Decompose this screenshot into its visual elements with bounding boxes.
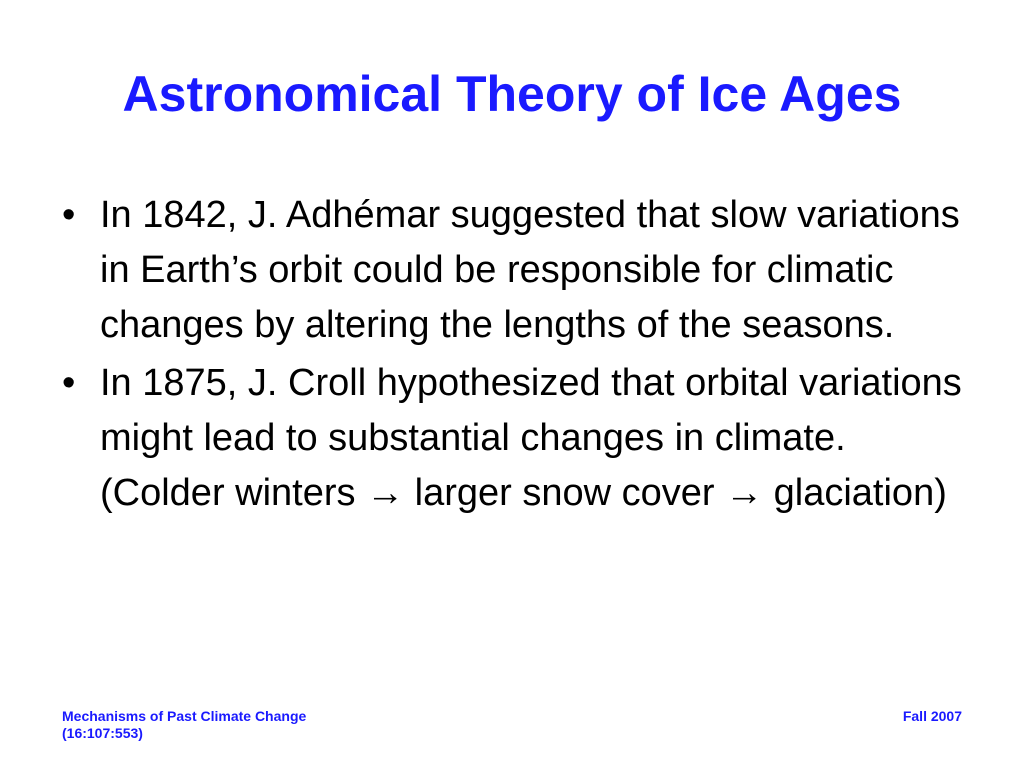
- bullet-text-2: In 1875, J. Croll hypothesized that orbital variations might lead to substantial changes in climate. (Colder winters → larger snow cover → glaciation): [100, 362, 962, 514]
- bullet-list: [62, 188, 962, 524]
- bullet-item-2: [62, 356, 962, 521]
- bullet-marker: •: [62, 362, 76, 404]
- footer-term: Fall 2007: [902, 708, 962, 724]
- footer-course-number: (16:107:553): [62, 725, 143, 741]
- bullet-text-1: In 1842, J. Adhémar suggested that slow variations in Earth’s orbit could be responsible for climatic changes by altering the lengths of the seasons.: [100, 194, 960, 346]
- slide-title: Astronomical Theory of Ice Ages: [122, 66, 902, 122]
- footer-course: [62, 708, 306, 742]
- bullet-item-1: [62, 188, 962, 353]
- footer-course-name: Mechanisms of Past Climate Change: [62, 708, 307, 724]
- bullet-marker: •: [62, 194, 76, 236]
